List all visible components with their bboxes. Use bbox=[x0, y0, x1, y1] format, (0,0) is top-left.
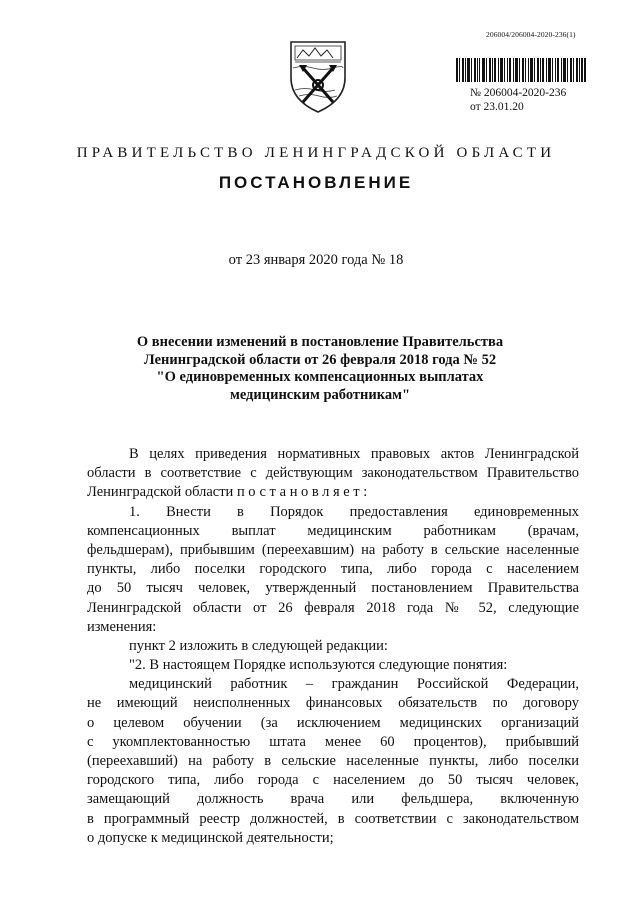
body-line: "2. В настоящем Порядке используются следующие понятия: bbox=[129, 657, 508, 674]
body-line: Ленинградской области от 26 февраля 2018 года № 52, следующие bbox=[87, 599, 579, 616]
body-line: 1. Внести в Порядок предоставления единовременных bbox=[129, 503, 579, 520]
body-line: о целевом обучении (за исключением медицинских организаций bbox=[87, 714, 579, 731]
body-text: : bbox=[363, 484, 368, 501]
body-text: Ленинградской области bbox=[87, 484, 237, 501]
title-line: медицинским работникам" bbox=[229, 386, 411, 403]
body-line: с укомплектованностью штата менее 60 процентов), прибывший bbox=[87, 733, 579, 750]
body-line: (переехавший) на работу в сельские населенные пункты, либо поселки bbox=[87, 753, 579, 769]
document-body bbox=[87, 445, 579, 848]
title-line: О внесении изменений в постановление Правительства bbox=[136, 334, 504, 350]
title-line: "О единовременных компенсационных выплатах bbox=[156, 369, 484, 385]
registration-number: № 206004-2020-236 bbox=[470, 87, 567, 99]
body-line: городского типа, либо города с населением до 50 тысяч человек, bbox=[87, 772, 579, 789]
body-line: пункты, либо поселки городского типа, либо города с населением bbox=[87, 561, 579, 578]
body-line: о допуске к медицинской деятельности; bbox=[87, 829, 334, 846]
body-line: до 50 тысяч человек, утвержденный постановлением Правительства bbox=[87, 580, 579, 597]
title-line: Ленинградской области от 26 февраля 2018 года № 52 bbox=[143, 351, 497, 368]
body-line bbox=[87, 483, 579, 502]
document-type: ПОСТАНОВЛЕНИЕ bbox=[218, 173, 414, 192]
registration-block bbox=[470, 86, 566, 114]
emphasis-word: постановляет bbox=[236, 484, 364, 501]
government-name: ПРАВИТЕЛЬСТВО ЛЕНИНГРАДСКОЙ ОБЛАСТИ bbox=[76, 145, 556, 161]
document-date: от 23 января 2020 года № 18 bbox=[228, 252, 404, 268]
body-line: области в соответствие с действующим законодательством Правительство bbox=[87, 465, 579, 482]
body-line: не имеющий неисполненных финансовых обязательств по договору bbox=[87, 695, 579, 712]
body-line: фельдшерам), прибывшим (переехавшим) на работу в сельские населенные bbox=[87, 541, 579, 558]
document-title bbox=[100, 334, 540, 404]
barcode bbox=[456, 58, 586, 82]
body-line: медицинский работник – гражданин Российской Федерации, bbox=[129, 676, 579, 693]
body-line: изменения: bbox=[87, 618, 157, 635]
body-line: замещающий должность врача или фельдшера, включенную bbox=[87, 791, 579, 808]
registration-date: от 23.01.20 bbox=[470, 101, 524, 113]
body-line: в программный реестр должностей, в соответствии с законодательством bbox=[87, 810, 579, 827]
body-line: В целях приведения нормативных правовых актов Ленинградской bbox=[129, 446, 579, 462]
coat-of-arms-icon bbox=[283, 38, 353, 116]
body-line: пункт 2 изложить в следующей редакции: bbox=[129, 637, 388, 654]
body-line: компенсационных выплат медицинским работникам (врачам, bbox=[87, 522, 579, 539]
document-code: 206004/206004-2020-236(1) bbox=[486, 30, 576, 39]
